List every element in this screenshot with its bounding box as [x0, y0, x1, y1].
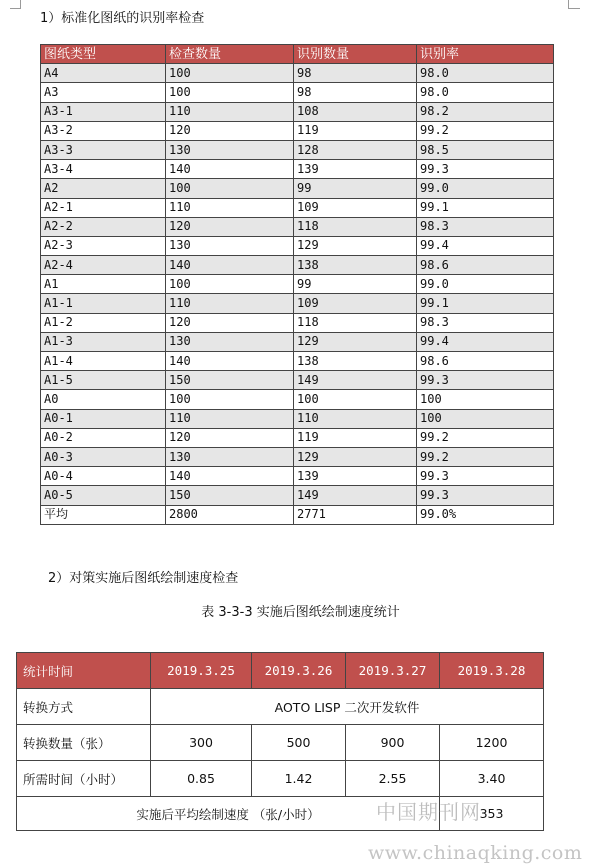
avg-speed-label: 实施后平均绘制速度 （张/小时）	[17, 797, 440, 831]
header-check-count: 检查数量	[166, 45, 294, 64]
count-cell: 500	[252, 725, 346, 761]
table-cell: A3	[41, 83, 166, 102]
table-cell: A1-1	[41, 294, 166, 313]
table-row	[41, 140, 554, 159]
crop-mark-right-v	[568, 0, 569, 8]
table-row	[41, 486, 554, 505]
table-row	[41, 83, 554, 102]
table-cell: 98.0	[417, 83, 554, 102]
table-cell: 2800	[166, 505, 294, 524]
table-cell: 129	[294, 332, 417, 351]
crop-mark-left-h	[10, 8, 21, 9]
table-cell: 119	[294, 121, 417, 140]
table-cell: 100	[417, 409, 554, 428]
table-cell: 99.4	[417, 236, 554, 255]
table-cell: 130	[166, 447, 294, 466]
table-cell: A1-2	[41, 313, 166, 332]
table-cell: A3-2	[41, 121, 166, 140]
count-cell: 300	[151, 725, 252, 761]
table-row	[41, 179, 554, 198]
header-recognition-rate: 识别率	[417, 45, 554, 64]
table-row	[41, 371, 554, 390]
table-row	[41, 256, 554, 275]
table-cell: 118	[294, 217, 417, 236]
table-cell: 100	[166, 64, 294, 83]
table-cell: 99.0%	[417, 505, 554, 524]
table-cell: 140	[166, 256, 294, 275]
table-row	[41, 505, 554, 524]
table-row	[41, 428, 554, 447]
table-cell: 98	[294, 64, 417, 83]
table-cell: 139	[294, 160, 417, 179]
table-cell: A2-3	[41, 236, 166, 255]
table-cell: 110	[294, 409, 417, 428]
table-cell: 130	[166, 236, 294, 255]
table-cell: 98.5	[417, 140, 554, 159]
table-cell: 98.2	[417, 102, 554, 121]
table-cell: A1-3	[41, 332, 166, 351]
table-cell: 99.2	[417, 447, 554, 466]
table-cell: 120	[166, 217, 294, 236]
table-cell: 100	[166, 390, 294, 409]
table-cell: 100	[166, 83, 294, 102]
table-cell: 110	[166, 102, 294, 121]
table-caption: 表 3-3-3 实施后图纸绘制速度统计	[201, 605, 400, 620]
table-cell: 98.6	[417, 352, 554, 371]
header-recognized-count: 识别数量	[294, 45, 417, 64]
table-cell: A0	[41, 390, 166, 409]
table-cell: A4	[41, 64, 166, 83]
table-cell: 98.3	[417, 217, 554, 236]
recognition-rate-table	[40, 44, 554, 525]
table-cell: 99.4	[417, 332, 554, 351]
date-cell: 2019.3.28	[440, 653, 544, 689]
time-cell: 1.42	[252, 761, 346, 797]
method-value: AOTO LISP 二次开发软件	[151, 689, 544, 725]
table-row	[17, 689, 544, 725]
table-cell: 98	[294, 83, 417, 102]
table-cell: 120	[166, 121, 294, 140]
table-cell: 100	[166, 275, 294, 294]
table-row	[41, 236, 554, 255]
table-cell: 99.3	[417, 371, 554, 390]
avg-speed-value: 353	[440, 797, 544, 831]
table-cell: 99	[294, 275, 417, 294]
table-cell: 平均	[41, 505, 166, 524]
crop-mark-left-v	[20, 0, 21, 8]
table-cell: 120	[166, 313, 294, 332]
table-cell: 140	[166, 160, 294, 179]
table-cell: A2	[41, 179, 166, 198]
table-row	[41, 121, 554, 140]
header-drawing-type: 图纸类型	[41, 45, 166, 64]
table-cell: A1-4	[41, 352, 166, 371]
table-row	[41, 409, 554, 428]
date-cell: 2019.3.25	[151, 653, 252, 689]
table-cell: 99	[294, 179, 417, 198]
table-cell: 140	[166, 352, 294, 371]
table-cell: A0-2	[41, 428, 166, 447]
table-row	[41, 64, 554, 83]
table-cell: 109	[294, 294, 417, 313]
table-row	[41, 102, 554, 121]
table-cell: 150	[166, 486, 294, 505]
table-cell: 99.0	[417, 275, 554, 294]
table-cell: 100	[166, 179, 294, 198]
table-cell: A2-2	[41, 217, 166, 236]
table-row	[41, 390, 554, 409]
stat-time-label: 统计时间	[17, 653, 151, 689]
table-cell: 99.0	[417, 179, 554, 198]
table-cell: 2771	[294, 505, 417, 524]
method-label: 转换方式	[17, 689, 151, 725]
table-header-row	[41, 45, 554, 64]
table-cell: A0-5	[41, 486, 166, 505]
table-row	[41, 447, 554, 466]
table-cell: 99.1	[417, 198, 554, 217]
table-cell: 108	[294, 102, 417, 121]
table-row	[41, 352, 554, 371]
table-cell: 98.0	[417, 64, 554, 83]
section-2-heading: 2）对策实施后图纸绘制速度检查	[48, 571, 239, 586]
table-cell: 99.2	[417, 428, 554, 447]
table-cell: 130	[166, 140, 294, 159]
table-cell: 99.3	[417, 486, 554, 505]
time-label: 所需时间（小时）	[17, 761, 151, 797]
table-cell: A3-3	[41, 140, 166, 159]
table-cell: A0-3	[41, 447, 166, 466]
table-cell: 149	[294, 371, 417, 390]
date-cell: 2019.3.26	[252, 653, 346, 689]
table-cell: 100	[417, 390, 554, 409]
table-row	[41, 467, 554, 486]
crop-mark-right-h	[568, 8, 580, 9]
table-cell: A2-4	[41, 256, 166, 275]
table-row	[17, 761, 544, 797]
table-cell: 99.3	[417, 467, 554, 486]
table-row	[41, 160, 554, 179]
table-cell: 98.3	[417, 313, 554, 332]
watermark-logo-text: 中国期刊网	[376, 800, 481, 824]
time-cell: 0.85	[151, 761, 252, 797]
table-cell: 100	[294, 390, 417, 409]
section-1-heading: 1）标准化图纸的识别率检查	[40, 11, 205, 26]
table-cell: 138	[294, 256, 417, 275]
table-cell: 128	[294, 140, 417, 159]
table-row	[17, 725, 544, 761]
table-cell: 138	[294, 352, 417, 371]
table-cell: 129	[294, 447, 417, 466]
table-cell: 109	[294, 198, 417, 217]
table-cell: A0-4	[41, 467, 166, 486]
table-cell: 99.3	[417, 160, 554, 179]
table-row	[17, 653, 544, 689]
table-cell: 118	[294, 313, 417, 332]
table-row	[41, 294, 554, 313]
table-row	[41, 332, 554, 351]
table-cell: 98.6	[417, 256, 554, 275]
table-cell: A3-4	[41, 160, 166, 179]
date-cell: 2019.3.27	[346, 653, 440, 689]
time-cell: 2.55	[346, 761, 440, 797]
table-cell: 119	[294, 428, 417, 447]
table-cell: A3-1	[41, 102, 166, 121]
table-row	[41, 198, 554, 217]
time-cell: 3.40	[440, 761, 544, 797]
count-cell: 1200	[440, 725, 544, 761]
table-cell: 130	[166, 332, 294, 351]
table-cell: 99.2	[417, 121, 554, 140]
count-cell: 900	[346, 725, 440, 761]
table-cell: A0-1	[41, 409, 166, 428]
table-row	[41, 217, 554, 236]
table-cell: A2-1	[41, 198, 166, 217]
table-cell: 129	[294, 236, 417, 255]
table-cell: 120	[166, 428, 294, 447]
table-cell: 149	[294, 486, 417, 505]
table-cell: A1-5	[41, 371, 166, 390]
table-cell: 99.1	[417, 294, 554, 313]
table-cell: 110	[166, 294, 294, 313]
watermark-url: www.chinaqking.com	[368, 842, 583, 864]
table-row	[41, 313, 554, 332]
table-cell: 140	[166, 467, 294, 486]
table-cell: 150	[166, 371, 294, 390]
table-cell: 139	[294, 467, 417, 486]
table-row	[41, 275, 554, 294]
table-cell: 110	[166, 409, 294, 428]
table-cell: A1	[41, 275, 166, 294]
count-label: 转换数量（张）	[17, 725, 151, 761]
table-cell: 110	[166, 198, 294, 217]
